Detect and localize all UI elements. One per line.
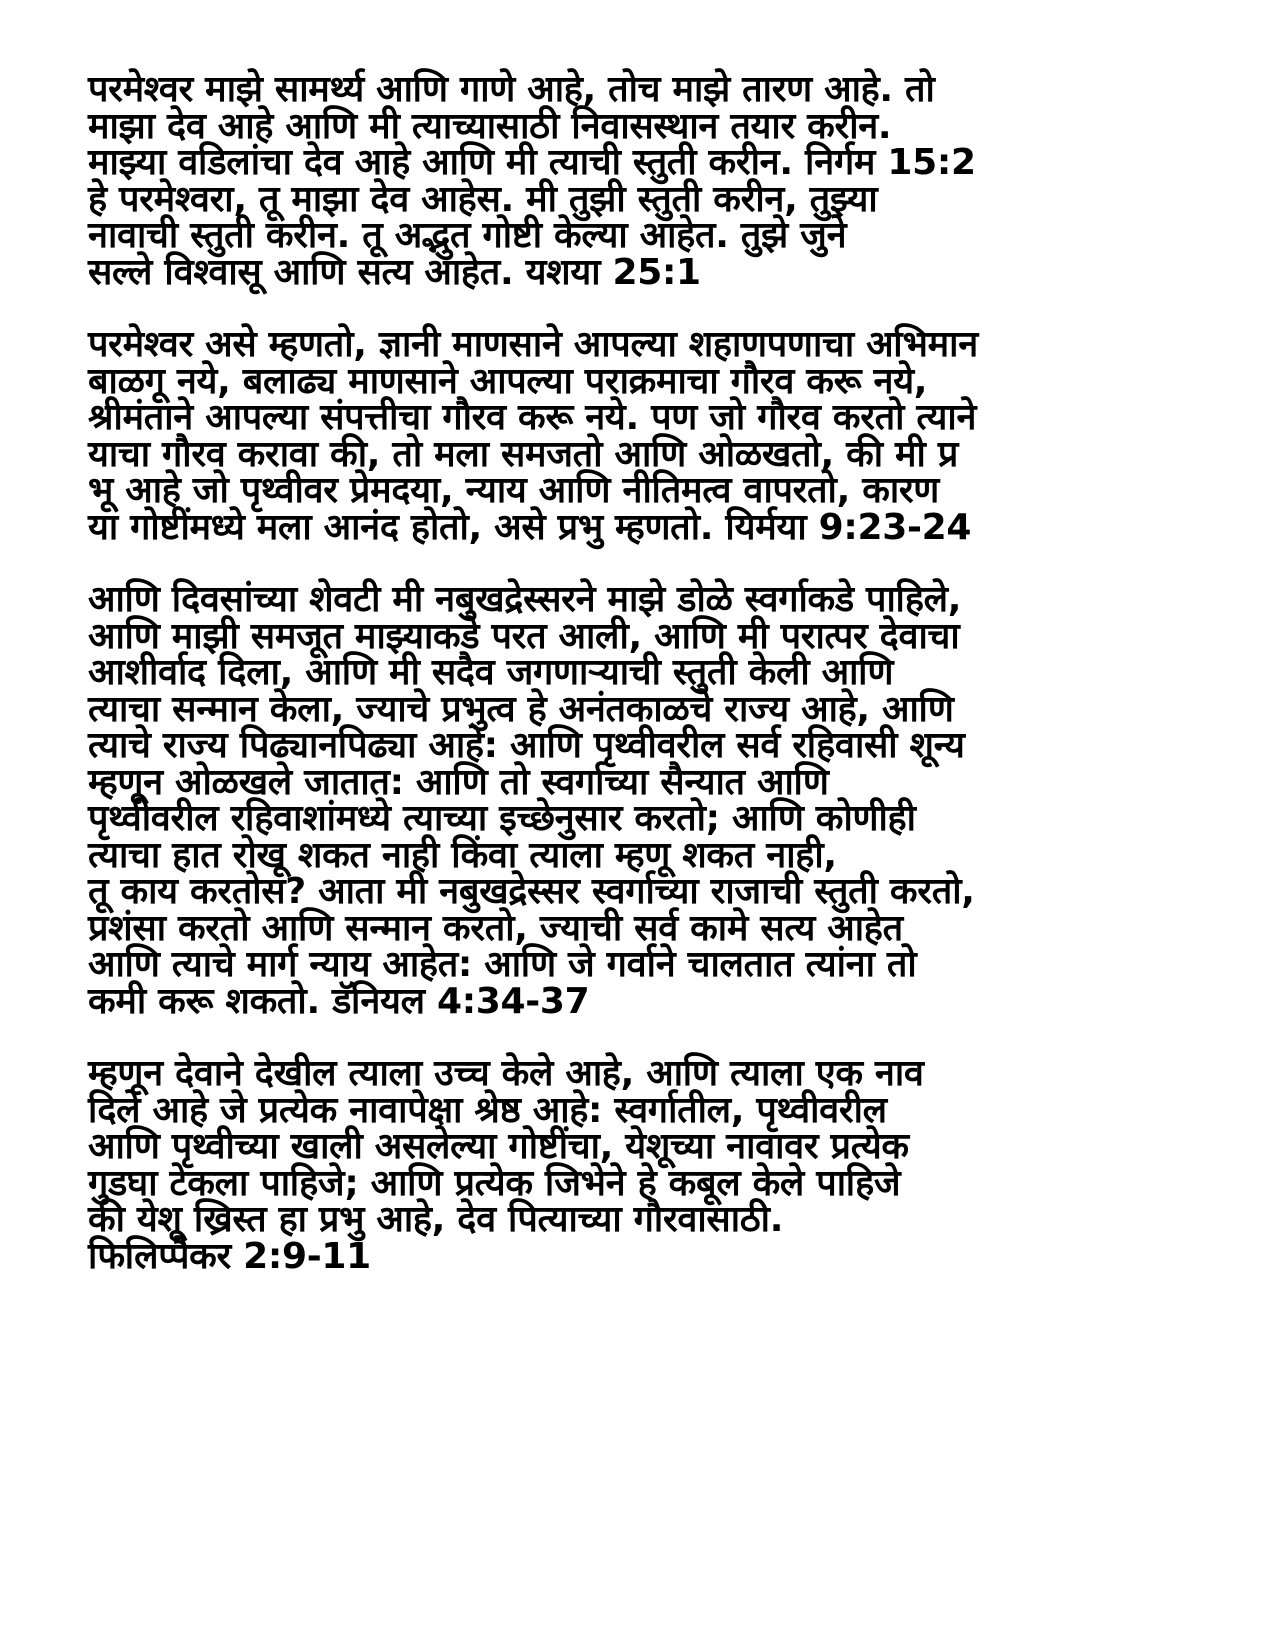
text-line: माझा देव आहे आणि मी त्याच्यासाठी निवासस्थान तयार करीन. [88, 105, 892, 147]
text-line: आणि माझी समजूत माझ्याकडे परत आली, आणि मी परात्पर देवाचा [88, 615, 960, 657]
text-line: म्हणून ओळखले जातात: आणि तो स्वर्गाच्या सैन्यात आणि [88, 761, 829, 803]
text-line: सल्ले विश्वासू आणि सत्य आहेत. यशया 25:1 [88, 251, 701, 293]
text-line: त्याचा हात रोखू शकत नाही किंवा त्याला म्हणू शकत नाही, [88, 834, 837, 876]
text-line: म्हणून देवाने देखील त्याला उच्च केले आहे, आणि त्याला एक नाव [88, 1053, 924, 1094]
text-line: परमेश्वर असे म्हणतो, ज्ञानी माणसाने आपल्या शहाणपणाचा अभिमान [88, 324, 978, 365]
text-line: त्याचे राज्य पिढ्यानपिढ्या आहे: आणि पृथ्वीवरील सर्व रहिवासी शून्य [88, 725, 965, 766]
text-line: फिलिप्पैकर 2:9-11 [88, 1235, 371, 1277]
text-line: या गोष्टींमध्ये मला आनंद होतो, असे प्रभु म्हणतो. यिर्मया 9:23-24 [88, 506, 972, 548]
text-line: की येशू ख्रिस्त हा प्रभु आहे, देव पित्याच्या गौरवासाठी. [88, 1199, 784, 1240]
text-line: भू आहे जो पृथ्वीवर प्रेमदया, न्याय आणि नीतिमत्व वापरतो, कारण [88, 470, 940, 511]
text-line: आणि पृथ्वीच्या खाली असलेल्या गोष्टींचा, येशूच्या नावावर प्रत्येक [88, 1126, 909, 1167]
text-line: आशीर्वाद दिला, आणि मी सदैव जगणाऱ्याची स्तुती केली आणि [88, 652, 894, 693]
passage-philippians [88, 1053, 1198, 1277]
text-line: श्रीमंताने आपल्या संपत्तीचा गौरव करू नये. पण जो गौरव करतो त्याने [88, 397, 977, 438]
text-line: याचा गौरव करावा की, तो मला समजतो आणि ओळखतो, की मी प्र [88, 433, 959, 475]
passage-exodus [88, 69, 1198, 293]
text-line: आणि त्याचे मार्ग न्याय आहेत: आणि जे गर्वाने चालतात त्यांना तो [88, 944, 917, 985]
text-line: प्रशंसा करतो आणि सन्मान करतो, ज्याची सर्व कामे सत्य आहेत [88, 907, 903, 949]
passage-jeremiah [88, 324, 1198, 548]
text-line: कमी करू शकतो. डॅनियल 4:34-37 [88, 980, 590, 1022]
document-page [88, 69, 1198, 1311]
text-line: दिले आहे जे प्रत्येक नावापेक्षा श्रेष्ठ आहे: स्वर्गातील, पृथ्वीवरील [88, 1089, 887, 1131]
text-line: त्याचा सन्मान केला, ज्याचे प्रभुत्व हे अनंतकाळचे राज्य आहे, आणि [88, 688, 954, 730]
text-line: हे परमेश्वरा, तू माझा देव आहेस. मी तुझी स्तुती करीन, तुझ्या [88, 178, 878, 220]
text-line: परमेश्वर माझे सामर्थ्य आणि गाणे आहे, तोच माझे तारण आहे. तो [88, 69, 935, 110]
text-line: पृथ्वीवरील रहिवाशांमध्ये त्याच्या इच्छेनुसार करतो; आणि कोणीही [88, 798, 916, 839]
text-line: आणि दिवसांच्या शेवटी मी नबुखद्रेस्सरने माझे डोळे स्वर्गाकडे पाहिले, [88, 579, 962, 620]
text-line: तू काय करतोस? आता मी नबुखद्रेस्सर स्वर्गाच्या राजाची स्तुती करतो, [88, 871, 975, 912]
passage-daniel [88, 579, 1198, 1022]
text-line: बाळगू नये, बलाढ्य माणसाने आपल्या पराक्रमाचा गौरव करू नये, [88, 360, 928, 402]
text-line: गुडघा टेकला पाहिजे; आणि प्रत्येक जिभेने हे कबूल केले पाहिजे [88, 1162, 901, 1204]
text-line: माझ्या वडिलांचा देव आहे आणि मी त्याची स्तुती करीन. निर्गम 15:2 [88, 142, 976, 183]
text-line: नावाची स्तुती करीन. तू अद्भुत गोष्टी केल्या आहेत. तुझे जुने [88, 215, 847, 256]
